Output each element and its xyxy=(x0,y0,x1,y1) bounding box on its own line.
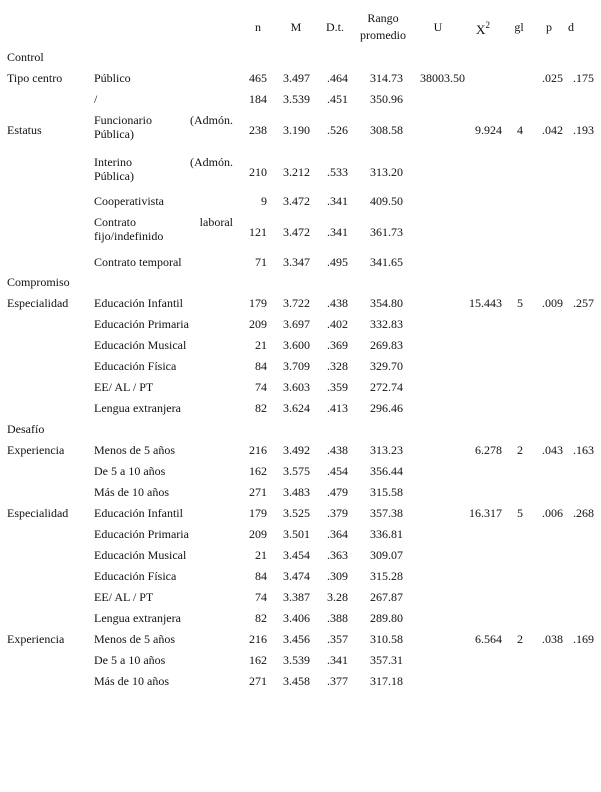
row-rango: 350.96 xyxy=(370,92,403,106)
header-chi-base: X xyxy=(476,22,486,37)
row-rango: 361.73 xyxy=(370,225,403,239)
row-d: .193 xyxy=(573,123,594,137)
row-m: 3.492 xyxy=(283,443,310,457)
row-category: Educación Musical xyxy=(94,548,187,562)
row-d: .268 xyxy=(573,506,594,520)
row-category: Público xyxy=(94,71,131,85)
header-p: p xyxy=(546,20,552,34)
row-m: 3.347 xyxy=(283,255,310,269)
row-m: 3.501 xyxy=(283,527,310,541)
header-rango-line1: Rango xyxy=(367,11,399,25)
section-compromiso: Compromiso xyxy=(7,275,70,289)
row-m: 3.456 xyxy=(283,632,310,646)
row-d: .175 xyxy=(573,71,594,85)
header-u: U xyxy=(433,20,443,34)
row-m: 3.709 xyxy=(283,359,310,373)
row-category: De 5 a 10 años xyxy=(94,464,166,478)
row-category-line1: Interino (Admón. xyxy=(94,155,233,169)
row-dt: .526 xyxy=(327,123,348,137)
row-dt: .454 xyxy=(327,464,348,478)
row-n: 271 xyxy=(249,485,267,499)
row-dt: .341 xyxy=(327,653,348,667)
row-gl: 4 xyxy=(517,123,523,137)
row-n: 184 xyxy=(249,92,267,106)
row-category: EE/ AL / PT xyxy=(94,380,154,394)
row-m: 3.600 xyxy=(283,338,310,352)
row-category: Educación Primaria xyxy=(94,527,189,541)
row-p: .042 xyxy=(542,123,563,137)
row-m: 3.497 xyxy=(283,71,310,85)
row-m: 3.624 xyxy=(283,401,310,415)
row-dt: .379 xyxy=(327,506,348,520)
row-n: 84 xyxy=(255,569,267,583)
row-n: 179 xyxy=(249,296,267,310)
row-rango: 329.70 xyxy=(370,359,403,373)
row-rango: 289.80 xyxy=(370,611,403,625)
header-chi-square xyxy=(472,21,494,38)
row-rango: 315.58 xyxy=(370,485,403,499)
row-n: 21 xyxy=(255,338,267,352)
row-rango: 269.83 xyxy=(370,338,403,352)
row-n: 84 xyxy=(255,359,267,373)
row-dt: .364 xyxy=(327,527,348,541)
row-factor: Especialidad xyxy=(7,296,69,310)
row-m: 3.387 xyxy=(283,590,310,604)
row-m: 3.483 xyxy=(283,485,310,499)
row-factor: Tipo centro xyxy=(7,71,63,85)
row-category xyxy=(94,113,233,141)
header-m: M xyxy=(290,20,302,34)
row-gl: 2 xyxy=(517,443,523,457)
row-chi: 6.278 xyxy=(475,443,502,457)
header-dt: D.t. xyxy=(326,20,344,34)
row-dt: .495 xyxy=(327,255,348,269)
row-category-line2: Pública) xyxy=(94,127,134,141)
header-rango-promedio xyxy=(352,10,414,44)
row-category-line1: Funcionario (Admón. xyxy=(94,113,233,127)
row-rango: 356.44 xyxy=(370,464,403,478)
row-m: 3.190 xyxy=(283,123,310,137)
row-gl: 2 xyxy=(517,632,523,646)
row-n: 179 xyxy=(249,506,267,520)
header-rango-line2: promedio xyxy=(360,28,406,42)
row-gl: 5 xyxy=(517,506,523,520)
row-dt: .402 xyxy=(327,317,348,331)
row-n: 209 xyxy=(249,317,267,331)
row-dt: .479 xyxy=(327,485,348,499)
row-n: 465 xyxy=(249,71,267,85)
row-rango: 310.58 xyxy=(370,632,403,646)
row-category: Educación Física xyxy=(94,569,177,583)
row-rango: 341.65 xyxy=(370,255,403,269)
row-category: Menos de 5 años xyxy=(94,443,175,457)
row-category: Cooperativista xyxy=(94,194,164,208)
row-m: 3.575 xyxy=(283,464,310,478)
row-n: 238 xyxy=(249,123,267,137)
row-rango: 354.80 xyxy=(370,296,403,310)
row-n: 209 xyxy=(249,527,267,541)
row-d: .169 xyxy=(573,632,594,646)
row-category xyxy=(94,155,233,183)
row-n: 21 xyxy=(255,548,267,562)
section-control: Control xyxy=(7,50,44,64)
row-category: Más de 10 años xyxy=(94,674,169,688)
row-category: Menos de 5 años xyxy=(94,632,175,646)
row-m: 3.454 xyxy=(283,548,310,562)
row-rango: 409.50 xyxy=(370,194,403,208)
row-n: 216 xyxy=(249,632,267,646)
row-m: 3.406 xyxy=(283,611,310,625)
row-n: 82 xyxy=(255,611,267,625)
header-d: d xyxy=(568,20,574,34)
row-p: .038 xyxy=(542,632,563,646)
row-dt: .533 xyxy=(327,165,348,179)
row-n: 216 xyxy=(249,443,267,457)
row-m: 3.525 xyxy=(283,506,310,520)
row-n: 121 xyxy=(249,225,267,239)
row-factor: Experiencia xyxy=(7,632,65,646)
row-rango: 336.81 xyxy=(370,527,403,541)
row-dt: .357 xyxy=(327,632,348,646)
row-d: .257 xyxy=(573,296,594,310)
row-n: 74 xyxy=(255,380,267,394)
row-n: 74 xyxy=(255,590,267,604)
row-factor: Especialidad xyxy=(7,506,69,520)
row-category xyxy=(94,215,233,243)
row-dt: .438 xyxy=(327,296,348,310)
row-dt: .341 xyxy=(327,194,348,208)
row-d: .163 xyxy=(573,443,594,457)
row-chi: 16.317 xyxy=(469,506,502,520)
row-dt: .369 xyxy=(327,338,348,352)
header-chi-sup: 2 xyxy=(485,20,490,30)
row-chi: 6.564 xyxy=(475,632,502,646)
row-dt: .377 xyxy=(327,674,348,688)
row-u: 38003.50 xyxy=(420,71,465,85)
row-rango: 267.87 xyxy=(370,590,403,604)
row-category: Educación Infantil xyxy=(94,506,183,520)
row-category: EE/ AL / PT xyxy=(94,590,154,604)
row-rango: 357.38 xyxy=(370,506,403,520)
row-category: / xyxy=(94,92,98,106)
row-chi: 9.924 xyxy=(475,123,502,137)
row-dt: .363 xyxy=(327,548,348,562)
row-rango: 313.23 xyxy=(370,443,403,457)
row-rango: 332.83 xyxy=(370,317,403,331)
row-m: 3.472 xyxy=(283,225,310,239)
row-category: Lengua extranjera xyxy=(94,401,181,415)
row-m: 3.458 xyxy=(283,674,310,688)
row-rango: 272.74 xyxy=(370,380,403,394)
row-rango: 314.73 xyxy=(370,71,403,85)
header-n: n xyxy=(255,20,261,34)
row-m: 3.603 xyxy=(283,380,310,394)
row-category: Lengua extranjera xyxy=(94,611,181,625)
row-n: 162 xyxy=(249,464,267,478)
row-dt: .328 xyxy=(327,359,348,373)
row-m: 3.539 xyxy=(283,92,310,106)
row-m: 3.722 xyxy=(283,296,310,310)
row-p: .025 xyxy=(542,71,563,85)
row-m: 3.474 xyxy=(283,569,310,583)
row-n: 271 xyxy=(249,674,267,688)
row-rango: 308.58 xyxy=(370,123,403,137)
row-category-line2: Pública) xyxy=(94,169,134,183)
row-rango: 357.31 xyxy=(370,653,403,667)
row-dt: .438 xyxy=(327,443,348,457)
row-n: 162 xyxy=(249,653,267,667)
row-category-line2: fijo/indefinido xyxy=(94,229,164,243)
row-dt: .451 xyxy=(327,92,348,106)
row-dt: .413 xyxy=(327,401,348,415)
row-rango: 296.46 xyxy=(370,401,403,415)
row-dt: .388 xyxy=(327,611,348,625)
row-category: Educación Física xyxy=(94,359,177,373)
row-dt: .341 xyxy=(327,225,348,239)
row-chi: 15.443 xyxy=(469,296,502,310)
row-m: 3.472 xyxy=(283,194,310,208)
row-p: .006 xyxy=(542,506,563,520)
row-category-line1: Contrato laboral xyxy=(94,215,233,229)
row-p: .043 xyxy=(542,443,563,457)
row-n: 71 xyxy=(255,255,267,269)
row-n: 82 xyxy=(255,401,267,415)
row-n: 210 xyxy=(249,165,267,179)
row-dt: .464 xyxy=(327,71,348,85)
row-rango: 309.07 xyxy=(370,548,403,562)
row-category: Educación Primaria xyxy=(94,317,189,331)
row-rango: 313.20 xyxy=(370,165,403,179)
row-n: 9 xyxy=(261,194,267,208)
row-dt: .359 xyxy=(327,380,348,394)
row-gl: 5 xyxy=(517,296,523,310)
row-category: Educación Infantil xyxy=(94,296,183,310)
row-p: .009 xyxy=(542,296,563,310)
row-category: De 5 a 10 años xyxy=(94,653,166,667)
row-dt: .309 xyxy=(327,569,348,583)
row-m: 3.212 xyxy=(283,165,310,179)
row-rango: 317.18 xyxy=(370,674,403,688)
row-rango: 315.28 xyxy=(370,569,403,583)
row-m: 3.697 xyxy=(283,317,310,331)
row-category: Contrato temporal xyxy=(94,255,182,269)
row-factor: Experiencia xyxy=(7,443,65,457)
section-desafio: Desafío xyxy=(7,422,45,436)
row-factor: Estatus xyxy=(7,123,42,137)
header-gl: gl xyxy=(514,20,524,34)
row-category: Educación Musical xyxy=(94,338,187,352)
row-dt: 3.28 xyxy=(327,590,348,604)
row-m: 3.539 xyxy=(283,653,310,667)
row-category: Más de 10 años xyxy=(94,485,169,499)
